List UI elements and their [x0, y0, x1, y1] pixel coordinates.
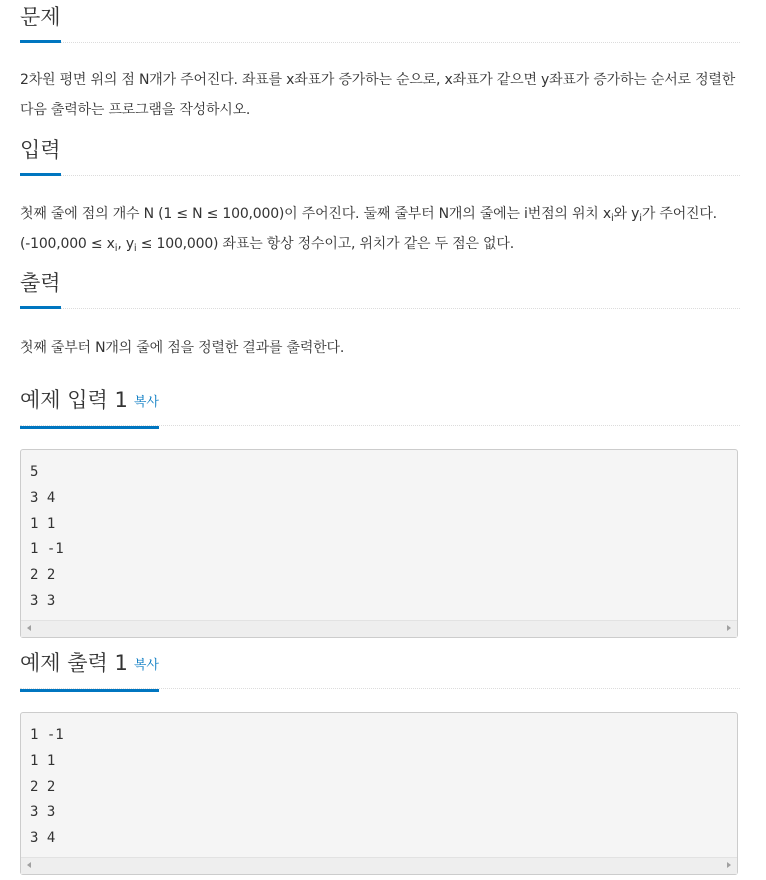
- sample-input-content: 5 3 4 1 1 1 -1 2 2 3 3: [30, 464, 64, 609]
- sample-input-box: [20, 449, 738, 638]
- input-section: [20, 133, 740, 254]
- input-headline: [20, 133, 740, 176]
- sample-output-scrollbar[interactable]: [21, 857, 737, 874]
- sample-output-box: [20, 712, 738, 875]
- sample-input-headline: [20, 383, 740, 426]
- problem-title: 문제: [20, 2, 61, 43]
- scroll-right-arrow-icon[interactable]: [727, 625, 731, 631]
- sample-input-copy-button[interactable]: 복사: [133, 395, 159, 410]
- scroll-left-arrow-icon[interactable]: [27, 862, 31, 868]
- output-title: 출력: [20, 268, 61, 309]
- sample-input-section: [20, 383, 740, 609]
- scroll-left-arrow-icon[interactable]: [27, 625, 31, 631]
- problem-headline: [20, 0, 740, 43]
- output-description: 첫째 줄부터 N개의 줄에 점을 정렬한 결과를 출력한다.: [20, 340, 345, 356]
- input-title: 입력: [20, 135, 61, 176]
- problem-section: [20, 0, 740, 118]
- sample-output-content: 1 -1 1 1 2 2 3 3 3 4: [30, 727, 64, 847]
- sample-output-headline: [20, 646, 740, 689]
- input-description: 첫째 줄에 점의 개수 N (1 ≤ N ≤ 100,000)이 주어진다. 둘째 줄부터 N개의 줄에는 i번점의 위치 $x_i$와 $y_i$가 주어진다. ($-100,000 \le x_i$, $y_i \le 100,000$) 좌표는 항상 정수이고, 위치가 같은 두 점은 없다.: [20, 206, 717, 254]
- sample-input-scrollbar[interactable]: [21, 620, 737, 637]
- sample-output-section: [20, 646, 740, 847]
- sample-input-title: 예제 입력 1 복사: [20, 385, 159, 429]
- sample-output-title: 예제 출력 1 복사: [20, 648, 159, 692]
- sample-output-copy-button[interactable]: 복사: [133, 658, 159, 673]
- output-headline: [20, 266, 740, 309]
- problem-description: 2차원 평면 위의 점 N개가 주어진다. 좌표를 x좌표가 증가하는 순으로, x좌표가 같으면 y좌표가 증가하는 순서로 정렬한 다음 출력하는 프로그램을 작성하시오.: [20, 72, 736, 118]
- output-section: [20, 266, 740, 356]
- scroll-right-arrow-icon[interactable]: [727, 862, 731, 868]
